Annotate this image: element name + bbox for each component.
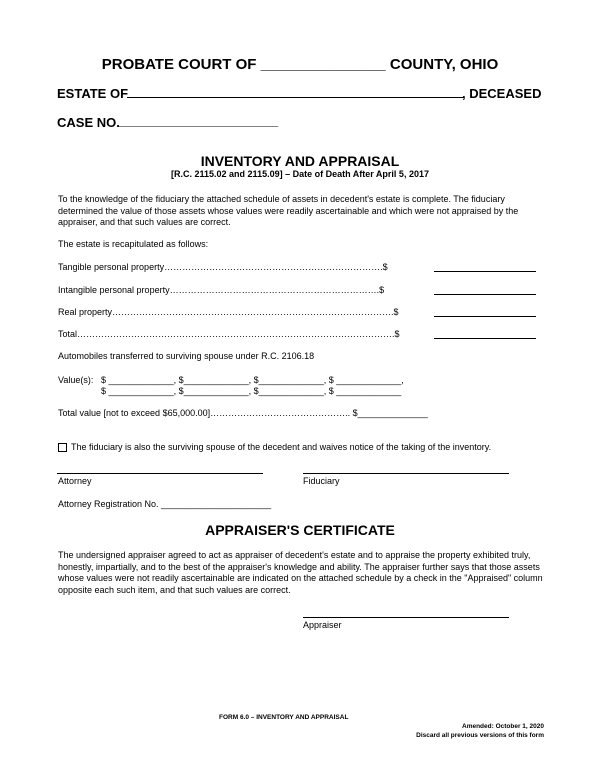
total-value-field[interactable] [434, 338, 536, 339]
real-property-label: Real property………………………………………………………………………………….$ [58, 307, 399, 317]
attorney-label: Attorney [58, 476, 92, 486]
tangible-value-field[interactable] [434, 271, 536, 272]
case-label: CASE NO. [57, 115, 120, 130]
automobiles-line: Automobiles transferred to surviving spouse under R.C. 2106.18 [58, 351, 315, 361]
values-label: Value(s): [58, 375, 94, 385]
appraiser-signature-line[interactable] [303, 617, 509, 618]
estate-name-field[interactable] [127, 97, 463, 98]
fiduciary-signature-line[interactable] [303, 473, 509, 474]
recap-intro: The estate is recapitulated as follows: [58, 239, 209, 249]
intangible-label: Intangible personal property…………………………………………………………….$ [58, 285, 385, 295]
amended-date: Amended: October 1, 2020 [462, 723, 544, 730]
deceased-label: , DECEASED [462, 86, 542, 101]
total-label: Total…………………………………………………………………………………………….$ [58, 329, 400, 339]
appraiser-certificate-text: The undersigned appraiser agreed to act as appraiser of decedent's estate and to appraise the property exhibited truly, honestly, impartially, and to the best of the appraiser's knowledge and ability. The appraiser further says that those assets whose values were not readily ascertainable are indicated on the attached schedule by a check in the "Appraised" column opposite each such item, and that such values are correct. [58, 550, 543, 595]
spouse-checkbox-label: The fiduciary is also the surviving spouse of the decedent and waives notice of the taking of the inventory. [71, 442, 492, 452]
appraiser-certificate-title: APPRAISER'S CERTIFICATE [205, 522, 395, 538]
fiduciary-label: Fiduciary [303, 476, 340, 486]
discard-notice: Discard all previous versions of this form [416, 732, 544, 739]
form-subtitle: [R.C. 2115.02 and 2115.09] – Date of Death After April 5, 2017 [171, 169, 429, 179]
attorney-signature-line[interactable] [57, 473, 263, 474]
attorney-registration[interactable]: Attorney Registration No. ______________________ [58, 499, 272, 509]
spouse-checkbox[interactable] [58, 443, 67, 452]
values-row-2[interactable]: $ _____________, $_____________, $_____________, $ _____________ [101, 386, 402, 396]
intangible-value-field[interactable] [434, 294, 536, 295]
form-number: FORM 6.0 – INVENTORY AND APPRAISAL [219, 714, 349, 721]
appraiser-label: Appraiser [303, 620, 342, 630]
case-number-field[interactable]: ______________________ [119, 113, 279, 128]
tangible-label: Tangible personal property……………………………………………………………….$ [58, 262, 388, 272]
total-value-line[interactable]: Total value [not to exceed $65,000.00]……………………………………….. $______________ [58, 408, 428, 418]
real-property-value-field[interactable] [434, 316, 536, 317]
values-row-1[interactable]: $ _____________, $_____________, $_____________, $ _____________, [101, 375, 404, 385]
court-heading: PROBATE COURT OF _______________ COUNTY, OHIO [101, 56, 499, 73]
intro-paragraph: To the knowledge of the fiduciary the attached schedule of assets in decedent's estate is complete. The fiduciary determined the value of those assets whose values were readily ascertainable and which were not appraised by the appraiser, and that such values are correct. [58, 194, 519, 227]
form-title: INVENTORY AND APPRAISAL [200, 153, 400, 169]
estate-label: ESTATE OF [57, 86, 129, 101]
